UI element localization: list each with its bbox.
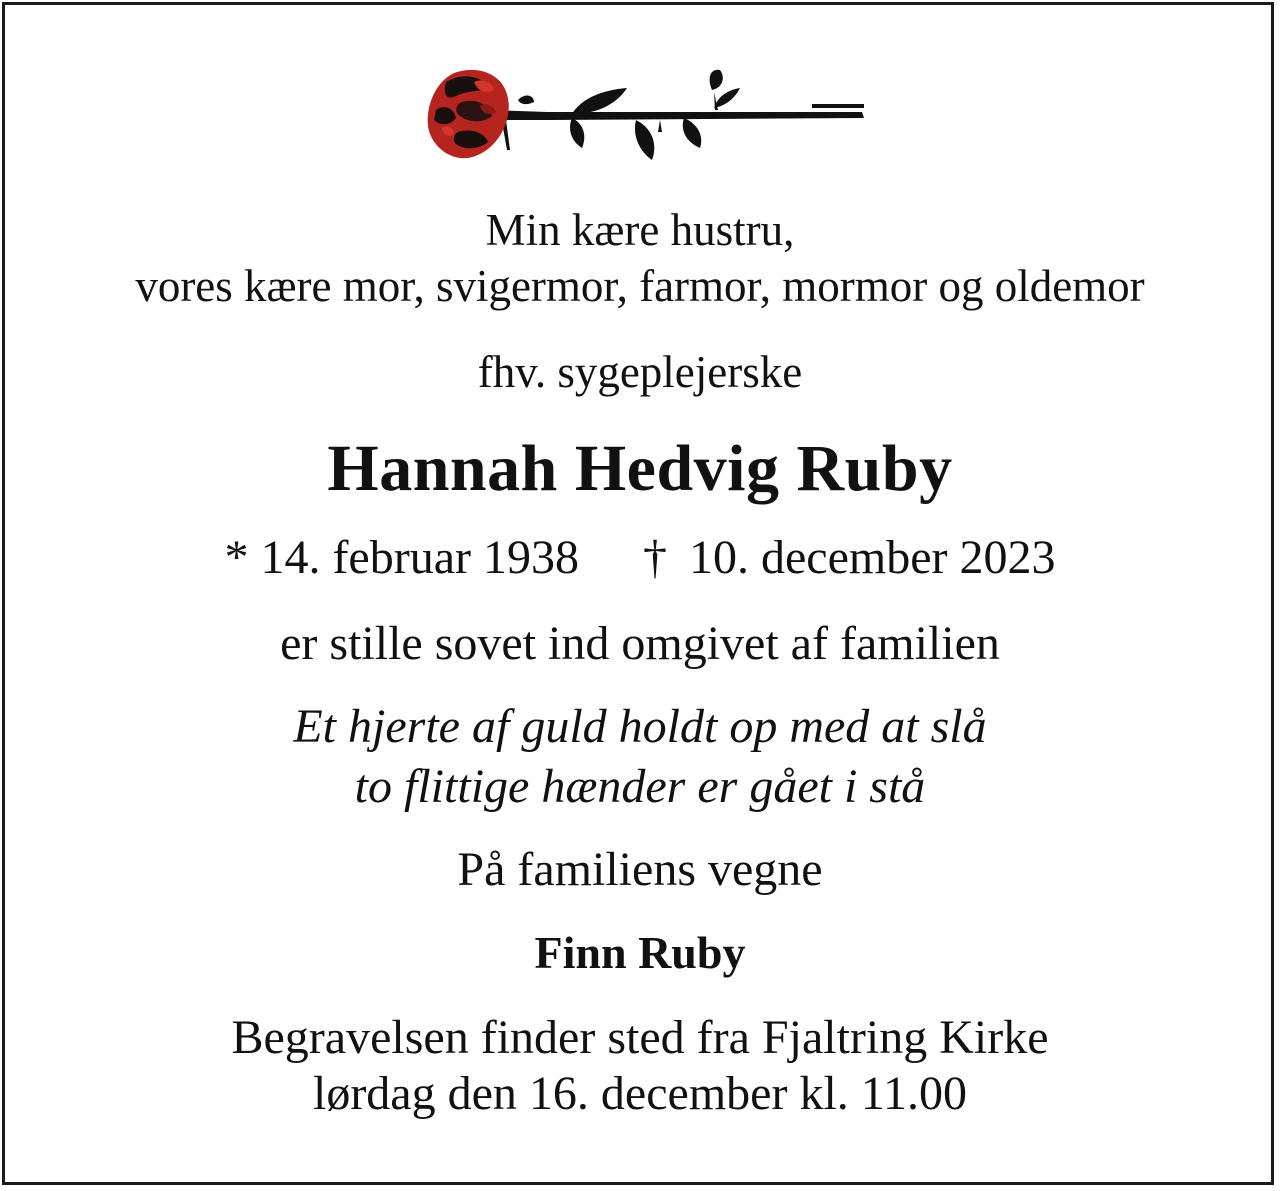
signer-name: Finn Ruby [534,927,746,978]
life-dates [0,531,1280,584]
intro-line-2: vores kære mor, svigermor, farmor, mormor og oldemor [135,261,1145,311]
on-behalf-text: På familiens vegne [457,843,823,896]
rose-stem [492,70,864,160]
rose-icon [422,62,872,172]
verse-line-1: Et hjerte af guld holdt op med at slå [293,700,987,753]
birth-symbol: * [224,531,249,584]
deceased-name: Hannah Hedvig Ruby [327,432,953,505]
funeral-line-2: lørdag den 16. december kl. 11.00 [312,1067,968,1120]
intro-line-1: Min kære hustru, [485,205,795,255]
death-symbol: † [643,531,667,584]
passing-text: er stille sovet ind omgivet af familien [280,617,1000,670]
death-date: 10. december 2023 [689,531,1056,584]
verse-line-2: to flittige hænder er gået i stå [354,760,926,813]
rose-flower [428,70,509,158]
occupation: fhv. sygeplejerske [477,347,803,397]
funeral-line-1: Begravelsen finder sted fra Fjaltring Kirke [231,1011,1049,1064]
notice-border [2,2,1274,1185]
birth-date: 14. februar 1938 [260,531,579,584]
